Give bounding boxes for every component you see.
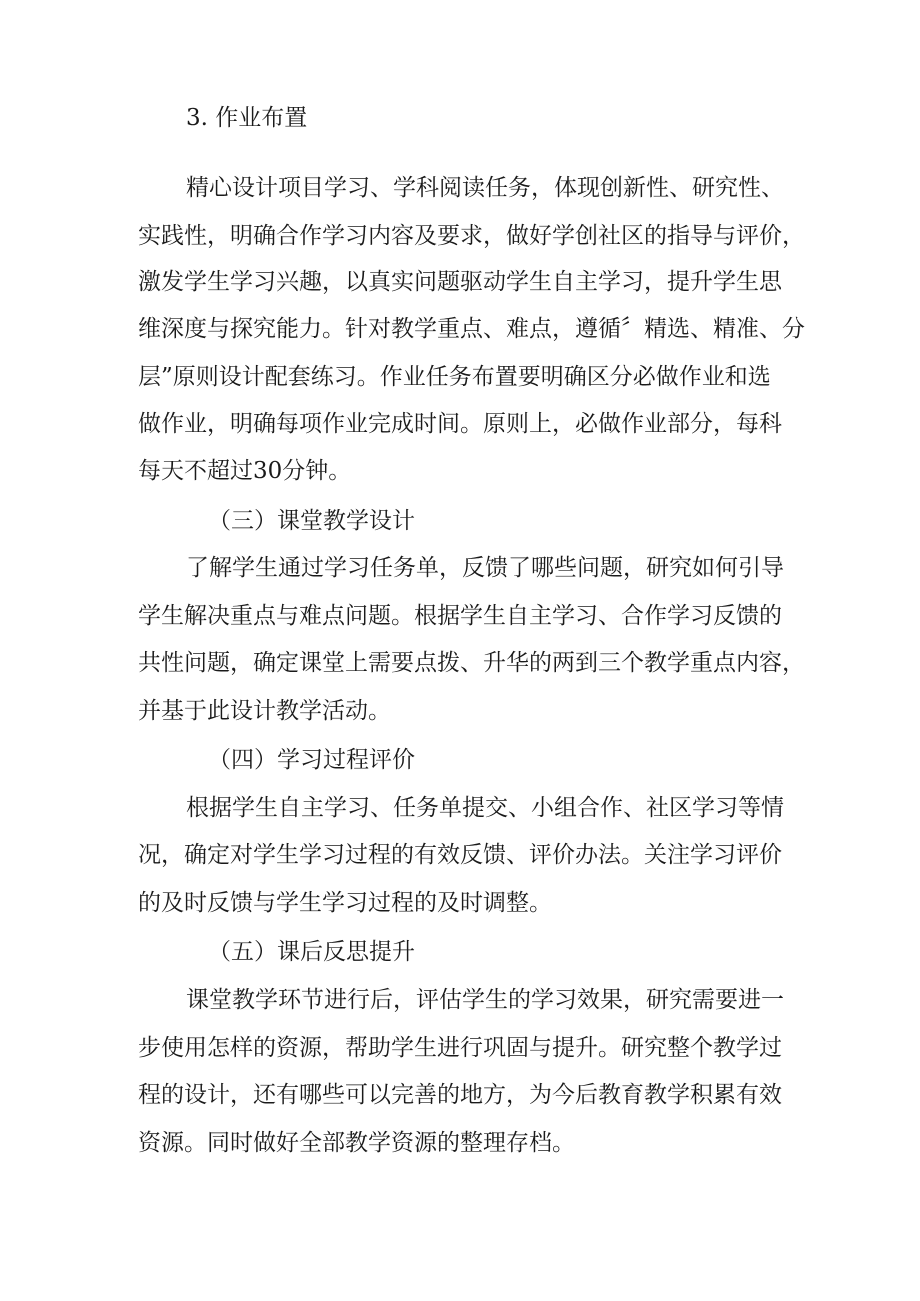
paragraph-line: 做作业，明确每项作业完成时间。原则上，必做作业部分，每科 (138, 411, 782, 437)
paragraph-line: 精心设计项目学习、学科阅读任务，体现创新性、研究性、 (186, 175, 784, 201)
paragraph-line: 每天不超过30分钟。 (138, 458, 352, 484)
paragraph-line: 并基于此设计教学活动。 (138, 698, 391, 724)
paragraph-line: 的及时反馈与学生学习过程的及时调整。 (138, 890, 552, 916)
paragraph-line: 程的设计，还有哪些可以完善的地方，为今后教育教学积累有效 (138, 1082, 782, 1108)
paragraph-line: 层”原则设计配套练习。作业任务布置要明确区分必做作业和选 (138, 364, 771, 390)
paragraph-line: 激发学生学习兴趣，以真实问题驱动学生自主学习，提升学生思 (138, 269, 782, 295)
section-heading-learning-evaluation: （四）学习过程评价 (208, 747, 415, 773)
paragraph-line: 维深度与探究能力。针对教学重点、难点，遵循〞精选、精准、分 (138, 316, 805, 342)
section-heading-classroom-design: （三）课堂教学设计 (208, 508, 415, 534)
paragraph-line: 步使用怎样的资源，帮助学生进行巩固与提升。研究整个教学过 (138, 1035, 782, 1061)
paragraph-line: 共性问题，确定课堂上需要点拨、升华的两到三个教学重点内容， (138, 650, 805, 676)
paragraph-line: 了解学生通过学习任务单，反馈了哪些问题，研究如何引导 (186, 555, 784, 581)
paragraph-line: 实践性，明确合作学习内容及要求，做好学创社区的指导与评价， (138, 223, 805, 249)
paragraph-line: 学生解决重点与难点问题。根据学生自主学习、合作学习反馈的 (138, 603, 782, 629)
paragraph-line: 课堂教学环节进行后，评估学生的学习效果，研究需要进一 (186, 987, 784, 1013)
paragraph-line: 根据学生自主学习、任务单提交、小组合作、社区学习等情 (186, 795, 784, 821)
section-heading-reflection: （五）课后反思提升 (208, 939, 415, 965)
paragraph-line: 况，确定对学生学习过程的有效反馈、评价办法。关注学习评价 (138, 842, 782, 868)
paragraph-line: 资源。同时做好全部教学资源的整理存档。 (138, 1130, 575, 1156)
section-heading-homework: 3. 作业布置 (186, 105, 308, 131)
